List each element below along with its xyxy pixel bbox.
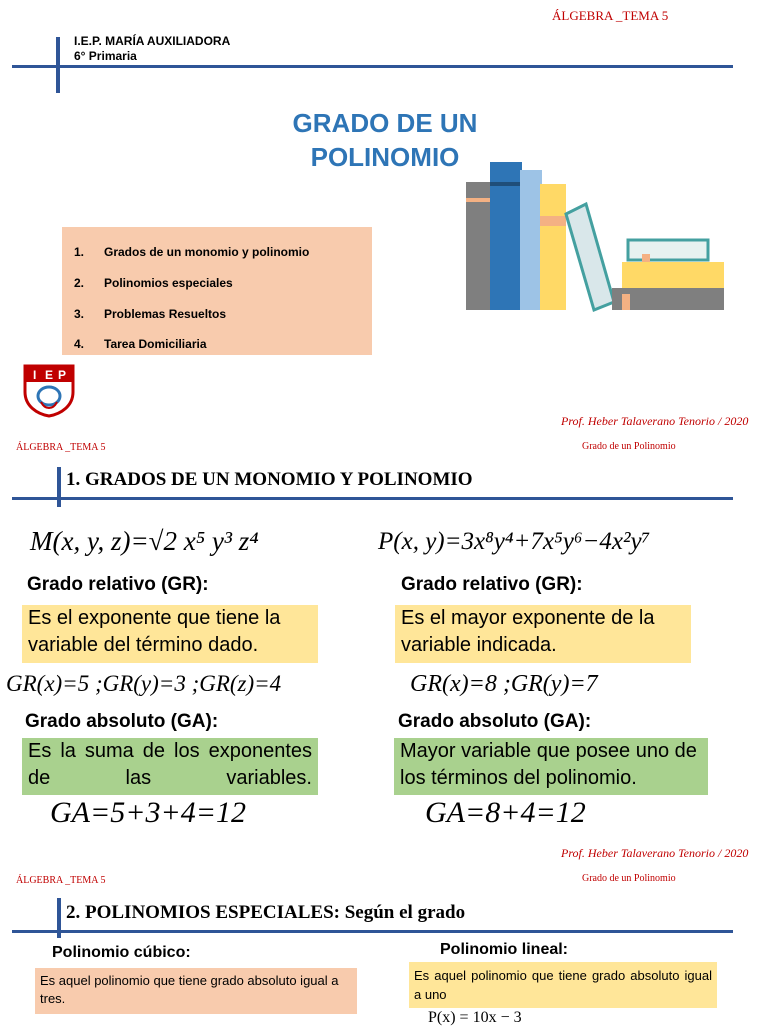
slide-subtitle: Grado de un Polinomio (582, 873, 676, 884)
linear-label: Polinomio lineal: (440, 941, 569, 958)
linear-example: P(x) = 10x − 3 (428, 1009, 522, 1026)
gr-label-right: Grado relativo (GR): (401, 574, 583, 595)
ga-example-right: GA=8+4=12 (425, 796, 586, 829)
linear-definition: Es aquel polinomio que tiene grado absoluto igual a uno (409, 962, 717, 1008)
book-yellow (540, 184, 566, 310)
title-line-2: POLINOMIO (310, 142, 460, 172)
gr-example-left: GR(x)=5 ;GR(y)=3 ;GR(z)=4 (6, 671, 282, 696)
section-heading (66, 902, 465, 924)
books-illustration (462, 158, 728, 314)
school-block (74, 34, 230, 64)
section-rule (12, 930, 733, 933)
polynomial-formula: P(x, y)=3x⁸y⁴+7x⁵y⁶−4x²y⁷ (378, 528, 651, 555)
gr-example-right: GR(x)=8 ;GR(y)=7 (410, 671, 598, 697)
ga-example-left: GA=5+3+4=12 (50, 796, 246, 829)
author-credit: Prof. Heber Talaverano Tenorio / 2020 (561, 414, 749, 428)
grade-label: 6° Primaria (74, 49, 137, 63)
logo-letter: I (33, 368, 37, 382)
section-rule (12, 497, 733, 500)
school-name: I.E.P. MARÍA AUXILIADORA (74, 34, 231, 48)
ga-definition-right: Mayor variable que posee uno de los términos del polinomio. (394, 738, 708, 795)
book-stack-middle (622, 262, 724, 288)
section-vertical-bar (57, 467, 61, 507)
toc-item[interactable]: 3. Problemas Resueltos (74, 307, 227, 321)
book-lightblue (520, 170, 542, 310)
top-tag: ÁLGEBRA _TEMA 5 (552, 8, 669, 23)
author-credit: Prof. Heber Talaverano Tenorio / 2020 (561, 846, 749, 860)
toc-item[interactable]: 2. Polinomios especiales (74, 276, 233, 290)
gr-definition-right: Es el mayor exponente de la variable indicada. (395, 605, 691, 663)
cubic-definition: Es aquel polinomio que tiene grado absoluto igual a tres. (35, 968, 357, 1014)
school-logo (21, 362, 77, 418)
monomial-formula: M(x, y, z)=√2 x⁵ y³ z⁴ (30, 526, 259, 556)
toc-box (62, 227, 372, 355)
gr-label-left: Grado relativo (GR): (27, 574, 209, 595)
slide-tag: ÁLGEBRA _TEMA 5 (16, 442, 106, 453)
book-leaning (566, 204, 614, 310)
book-stack-top (628, 240, 708, 260)
section-heading: 1. GRADOS DE UN MONOMIO Y POLINOMIO (66, 469, 473, 490)
logo-letter: P (58, 368, 67, 382)
ga-label-left: Grado absoluto (GA): (25, 711, 219, 732)
ga-definition-left: Es la suma de los exponentes de las variables. (22, 738, 318, 795)
slide-tag: ÁLGEBRA _TEMA 5 (16, 875, 106, 886)
ga-label-right: Grado absoluto (GA): (398, 711, 592, 732)
heading-bold: 2. POLINOMIOS ESPECIALES: (66, 902, 340, 923)
heading-rest: Según el grado (339, 902, 466, 923)
toc-item[interactable]: 1. Grados de un monomio y polinomio (74, 245, 310, 259)
cubic-label: Polinomio cúbico: (52, 944, 191, 961)
toc-item[interactable]: 4. Tarea Domiciliaria (74, 337, 207, 351)
slide-subtitle: Grado de un Polinomio (582, 441, 676, 452)
logo-letter: E (45, 368, 54, 382)
title-line-1: GRADO DE UN (292, 108, 478, 138)
header-rule (12, 65, 733, 68)
gr-definition-left: Es el exponente que tiene la variable del término dado. (22, 605, 318, 663)
